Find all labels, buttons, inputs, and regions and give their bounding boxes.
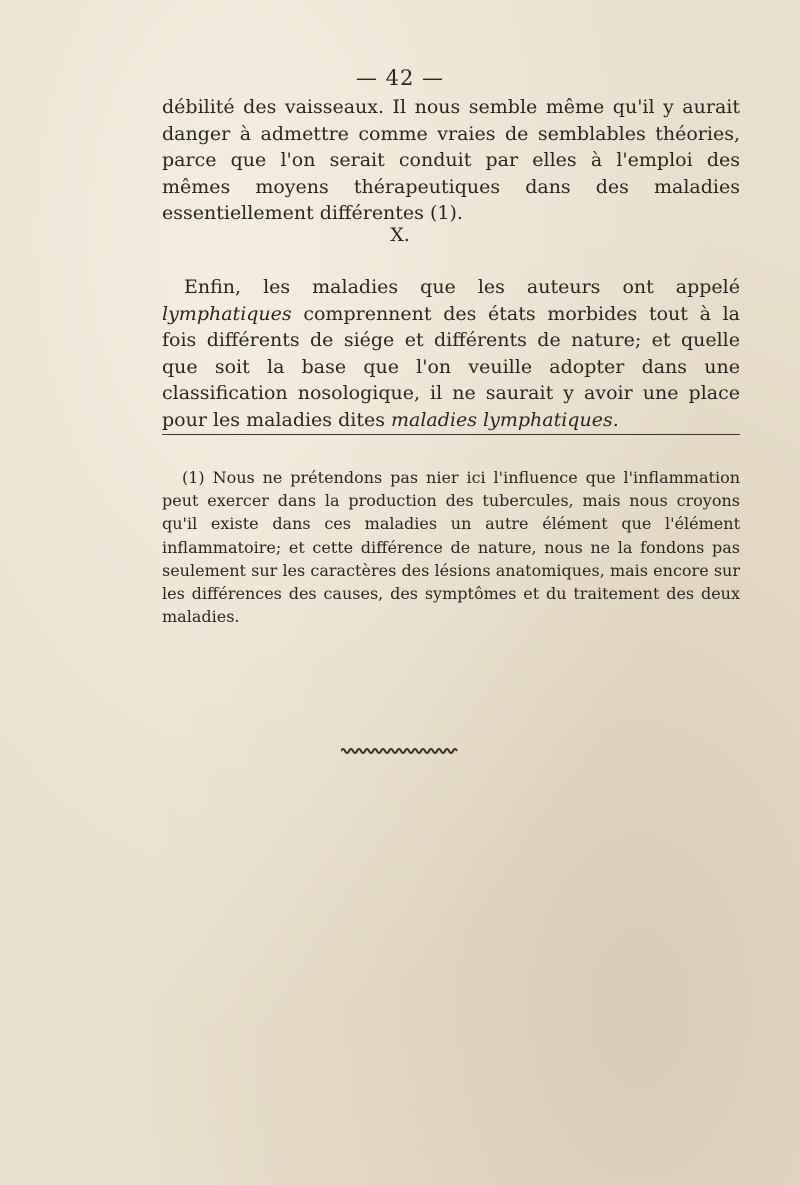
paragraph-text: comprennent des états morbides tout à la fois différents de siége et différents de nature; et quelle que soit la base que l'on veuille adopter dans une classification nosologique, il ne saurait y avoir une place pour les maladies dites [162,302,740,431]
paragraph-text: . [612,408,619,431]
paragraph-continued: débilité des vaisseaux. Il nous semble même qu'il y aurait danger à admettre comme vraies de semblables théories, parce que l'on serait conduit par elles à l'emploi des mêmes moyens thérapeutiques dans des maladies essentiellement différentes (1). [162,96,740,224]
page-number: — 42 — [355,66,445,90]
footnote: (1) Nous ne prétendons pas nier ici l'influence que l'inflammation peut exercer dans la production des tubercules, mais nous croyons qu'il existe dans ces maladies un autre élément que l'élément inflammatoire; et cette différence de nature, nous ne la fondons pas seulement sur les caractères des lésions anatomiques, mais encore sur les différences des causes, des symptômes et du traitement des deux maladies. [162,468,740,627]
paragraph-text: Enfin, les maladies que les auteurs ont appelé [184,276,740,298]
italic-term-maladies-lymphatiques: maladies lymphatiques [391,408,613,431]
wavy-ornament-icon [341,747,459,755]
paragraph-section-x [162,274,740,433]
footnote-separator-rule [162,434,740,435]
ornamental-divider [0,744,800,758]
italic-term-lymphatiques: lymphatiques [162,302,292,325]
section-numeral: X. [390,224,410,246]
